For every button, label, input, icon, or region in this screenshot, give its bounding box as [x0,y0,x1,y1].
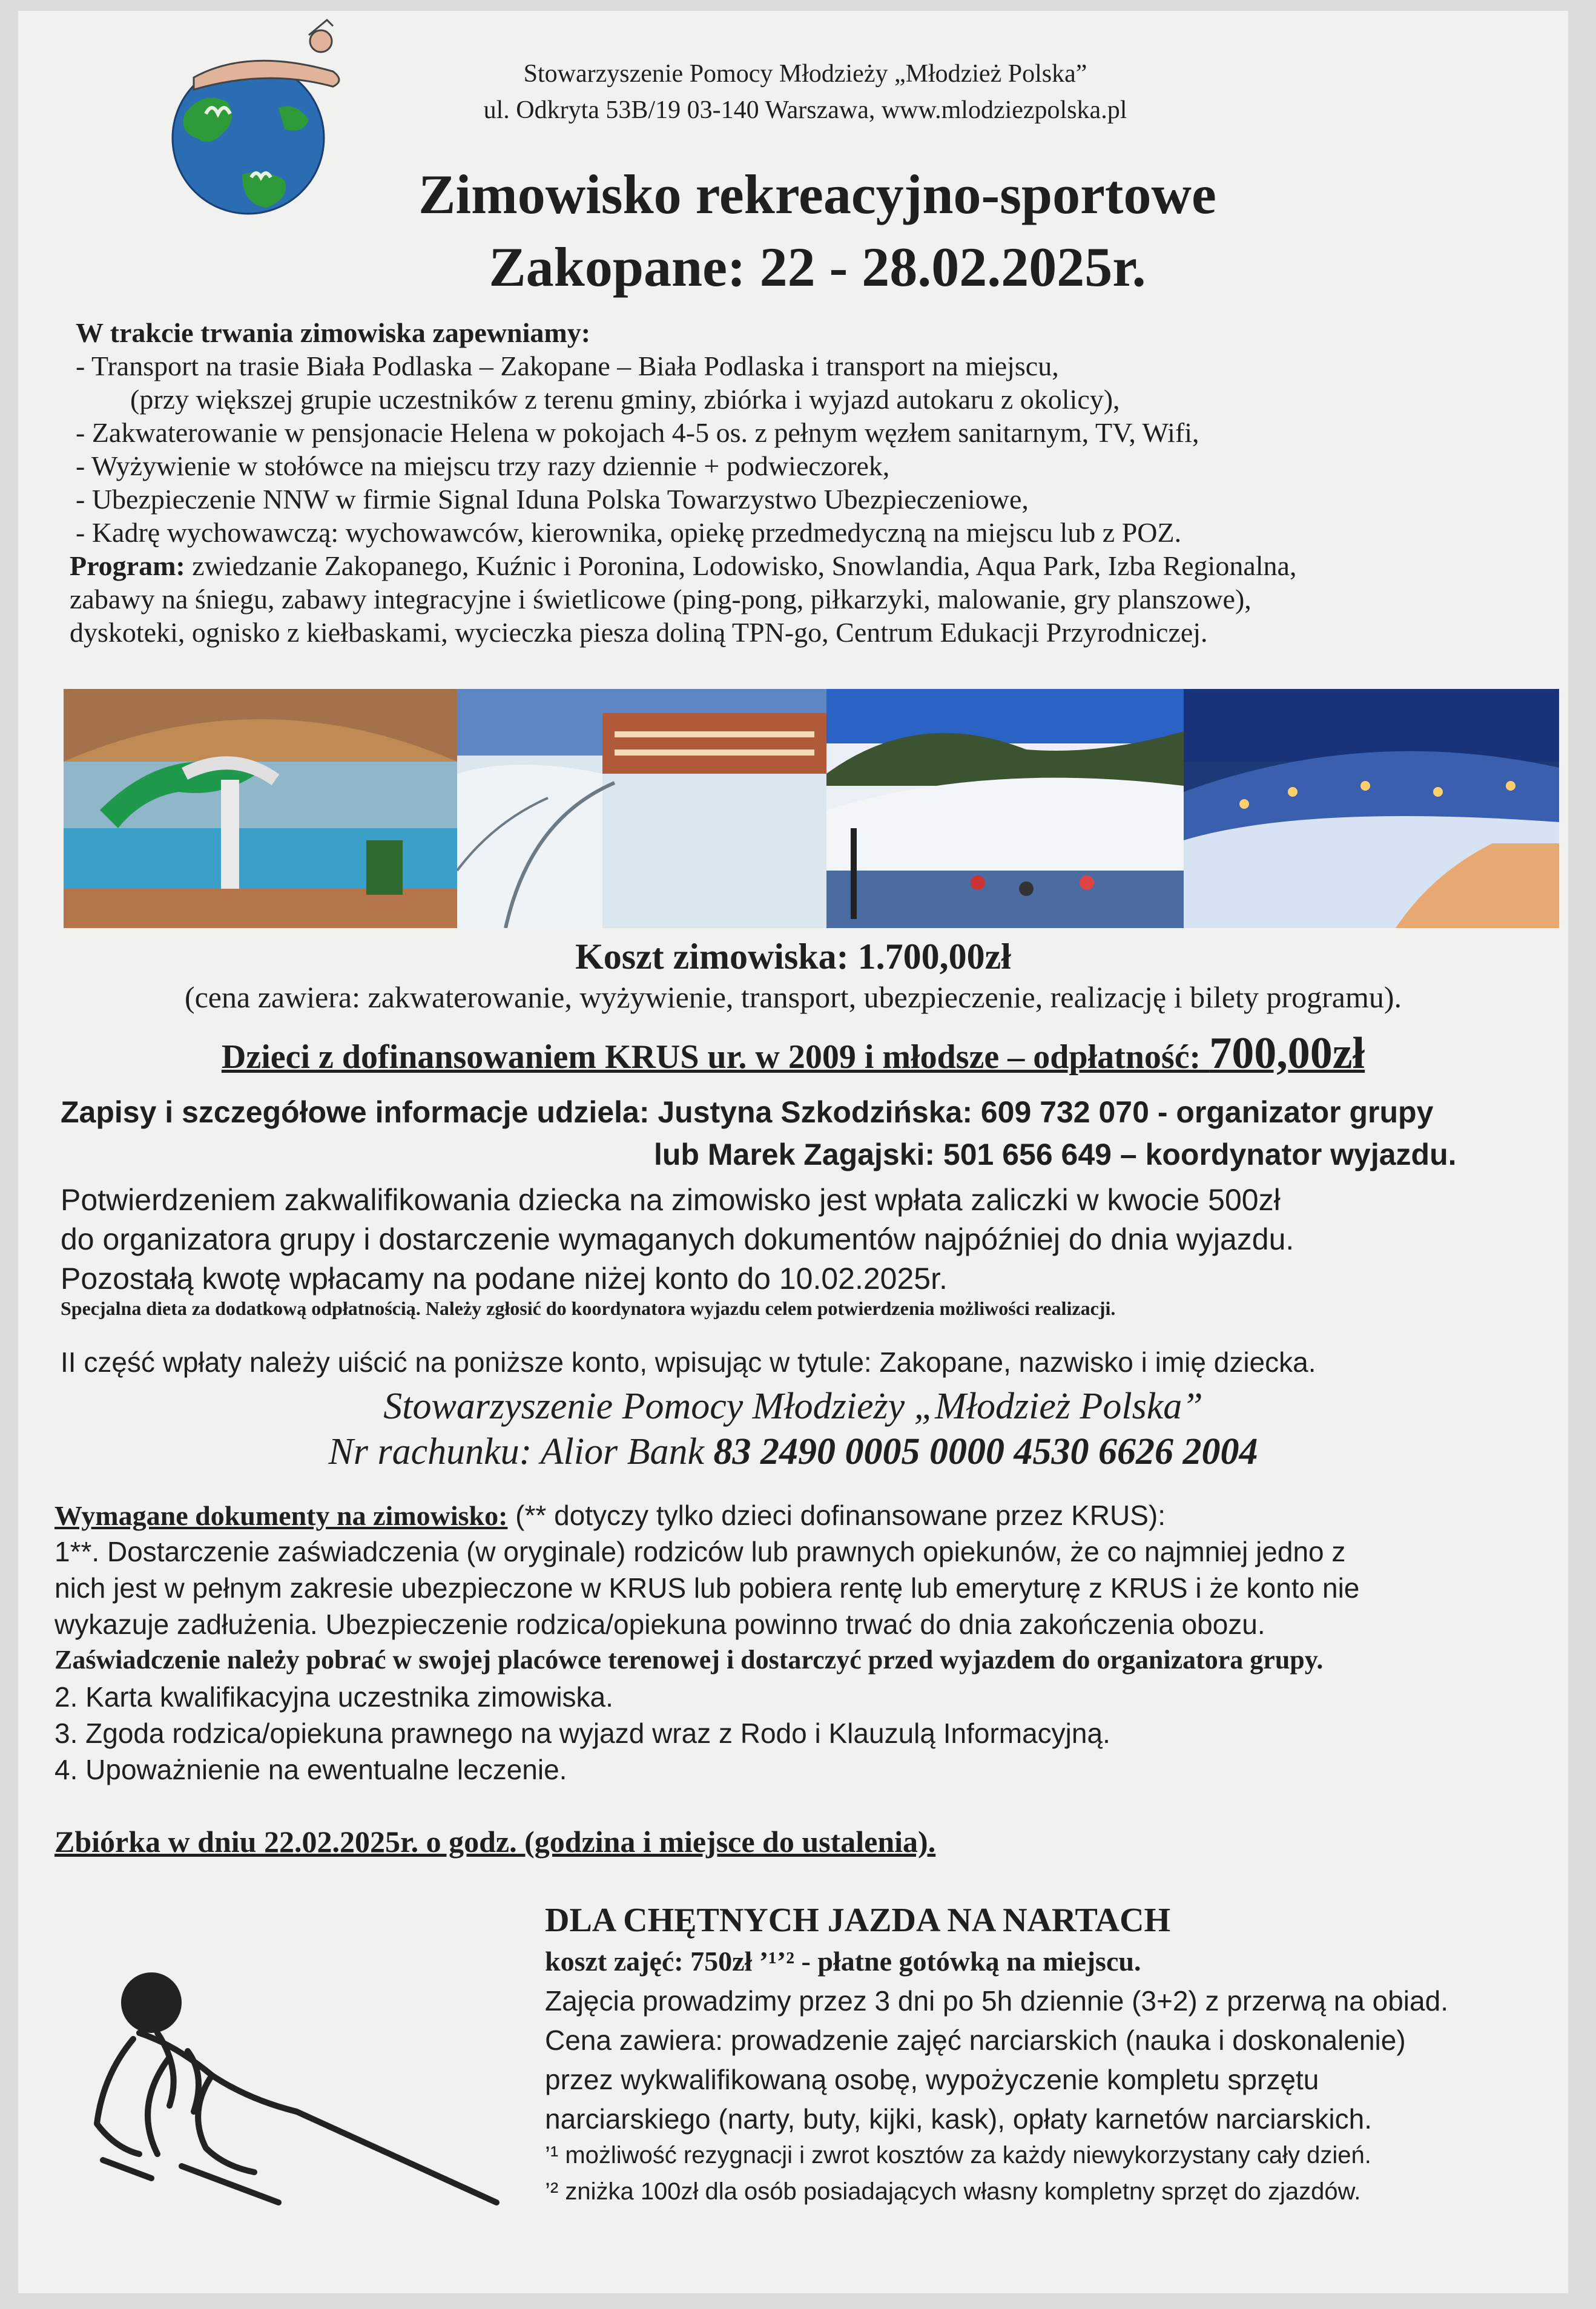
document-item: 3. Zgoda rodzica/opiekuna prawnego na wyjazd wraz z Rodo i Klauzulą Informacyjną. [54,1718,1110,1749]
ski-text: Zajęcia prowadzimy przez 3 dni po 5h dziennie (3+2) z przerwą na obiad. [545,1985,1448,2017]
org-address: ul. Odkryta 53B/19 03-140 Warszawa, www.mlodziezpolska.pl [483,96,1127,124]
document-item: Zaświadczenie należy pobrać w swojej placówce terenowej i dostarczyć przed wyjazdem do organizatora grupy. [54,1645,1324,1675]
provision-item: - Wyżywienie w stołówce na miejscu trzy razy dziennie + podwieczorek, [76,450,890,481]
payment-text: Potwierdzeniem zakwalifikowania dziecka na zimowisko jest wpłata zaliczki w kwocie 500zł [61,1183,1281,1217]
program-line: dyskoteki, ognisko z kiełbaskami, wycieczka piesza doliną TPN-go, Centrum Edukacji Przyrodniczej. [70,617,1208,648]
contact-line-1: Zapisy i szczegółowe informacje udziela: Justyna Szkodzińska: 609 732 070 - organizator grupy [61,1095,1434,1129]
skier-icon [61,1960,521,2227]
documents-header [54,1499,1166,1532]
ski-text: Cena zawiera: prowadzenie zajęć narciarskich (nauka i doskonalenie) [545,2024,1406,2056]
provision-item: - Transport na trasie Biała Podlaska – Zakopane – Biała Podlaska i transport na miejscu, [76,351,1059,381]
photo-aquapark [64,689,457,928]
document-item: 2. Karta kwalifikacyjna uczestnika zimowiska. [54,1681,613,1713]
photo-strip [64,689,1559,928]
document-item: nich jest w pełnym zakresie ubezpieczone w KRUS lub pobiera rentę lub emeryturę z KRUS i że konto nie [54,1572,1360,1604]
provision-item: - Ubezpieczenie NNW w firmie Signal Iduna Polska Towarzystwo Ubezpieczeniowe, [76,484,1029,515]
program-line: zabawy na śniegu, zabawy integracyjne i świetlicowe (ping-pong, piłkarzyki, malowanie, gry planszowe), [70,584,1251,614]
ski-cost: koszt zajęć: 750zł ’¹’² - płatne gotówką na miejscu. [545,1946,1141,1977]
photo-winter-night [1184,689,1559,928]
document-item: 4. Upoważnienie na ewentualne leczenie. [54,1754,567,1785]
page-title: Zimowisko rekreacyjno-sportowe [418,163,1216,225]
cost-note: (cena zawiera: zakwaterowanie, wyżywienie, transport, ubezpieczenie, realizację i bilety programu). [184,980,1402,1014]
provision-item: - Zakwaterowanie w pensjonacie Helena w pokojach 4-5 os. z pełnym węzłem sanitarnym, TV, Wifi, [76,417,1199,448]
provision-item: (przy większej grupie uczestników z terenu gminy, zbiórka i wyjazd autokaru z okolicy), [130,384,1120,415]
program-text: zwiedzanie Zakopanego, Kuźnic i Poronina, Lodowisko, Snowlandia, Aqua Park, Izba Regionalna, [185,550,1297,581]
document-item: wykazuje zadłużenia. Ubezpieczenie rodzica/opiekuna powinno trwać do dnia zakończenia obozu. [54,1609,1265,1640]
documents-note: (** dotyczy tylko dzieci dofinansowane przez KRUS): [507,1500,1166,1531]
flyer-page [18,11,1568,2293]
second-payment-note: II część wpłaty należy uiścić na poniższe konto, wpisując w tytule: Zakopane, nazwisko i imię dziecka. [61,1346,1316,1378]
account-line [18,1431,1568,1474]
ski-footnote: ’¹ możliwość rezygnacji i zwrot kosztów za każdy niewykorzystany cały dzień. [545,2142,1371,2169]
cost-title: Koszt zimowiska: 1.700,00zł [575,937,1011,977]
payment-text: Pozostałą kwotę wpłacamy na podane niżej konto do 10.02.2025r. [61,1262,948,1296]
ski-footnote: ’² zniżka 100zł dla osób posiadających własny kompletny sprzęt do zjazdów. [545,2178,1361,2205]
contact-line-2: lub Marek Zagajski: 501 656 649 – koordynator wyjazdu. [654,1138,1457,1171]
ski-text: przez wykwalifikowaną osobę, wypożyczenie kompletu sprzętu [545,2064,1319,2095]
krus-text: Dzieci z dofinansowaniem KRUS ur. w 2009 i młodsze – odpłatność: [221,1038,1210,1076]
org-name: Stowarzyszenie Pomocy Młodzieży „Młodzież Polska” [523,60,1087,88]
account-org: Stowarzyszenie Pomocy Młodzieży „Młodzież Polska” [383,1386,1203,1427]
program-label: Program: [70,550,185,581]
diet-note: Specjalna dieta za dodatkową odpłatnością. Należy zgłosić do koordynatora wyjazdu celem potwierdzenia możliwości realizacji. [61,1297,1116,1319]
documents-heading: Wymagane dokumenty na zimowisko: [54,1500,508,1531]
provisions-heading: W trakcie trwania zimowiska zapewniamy: [76,317,591,348]
meeting-line: Zbiórka w dniu 22.02.2025r. o godz. (godzina i miejsce do ustalenia). [54,1825,936,1859]
photo-ski-slope [826,689,1184,928]
document-item: 1**. Dostarczenie zaświadczenia (w oryginale) rodziców lub prawnych opiekunów, że co najmniej jedno z [54,1536,1346,1567]
account-number: 83 2490 0005 0000 4530 6626 2004 [713,1431,1258,1472]
ski-title: DLA CHĘTNYCH JAZDA NA NARTACH [545,1902,1171,1939]
ski-text: narciarskiego (narty, buty, kijki, kask), opłaty karnetów narciarskich. [545,2103,1373,2135]
provision-item: - Kadrę wychowawczą: wychowawców, kierownika, opiekę przedmedyczną na miejscu lub z POZ. [76,517,1182,548]
photo-ice-rink [457,689,826,928]
krus-line [18,1028,1568,1079]
account-label: Nr rachunku: Alior Bank [328,1431,714,1472]
krus-amount: 700,00zł [1209,1029,1365,1078]
payment-text: do organizatora grupy i dostarczenie wymaganych dokumentów najpóźniej do dnia wyjazdu. [61,1222,1294,1256]
page-subtitle: Zakopane: 22 - 28.02.2025r. [489,236,1146,298]
program-line [70,550,1296,582]
